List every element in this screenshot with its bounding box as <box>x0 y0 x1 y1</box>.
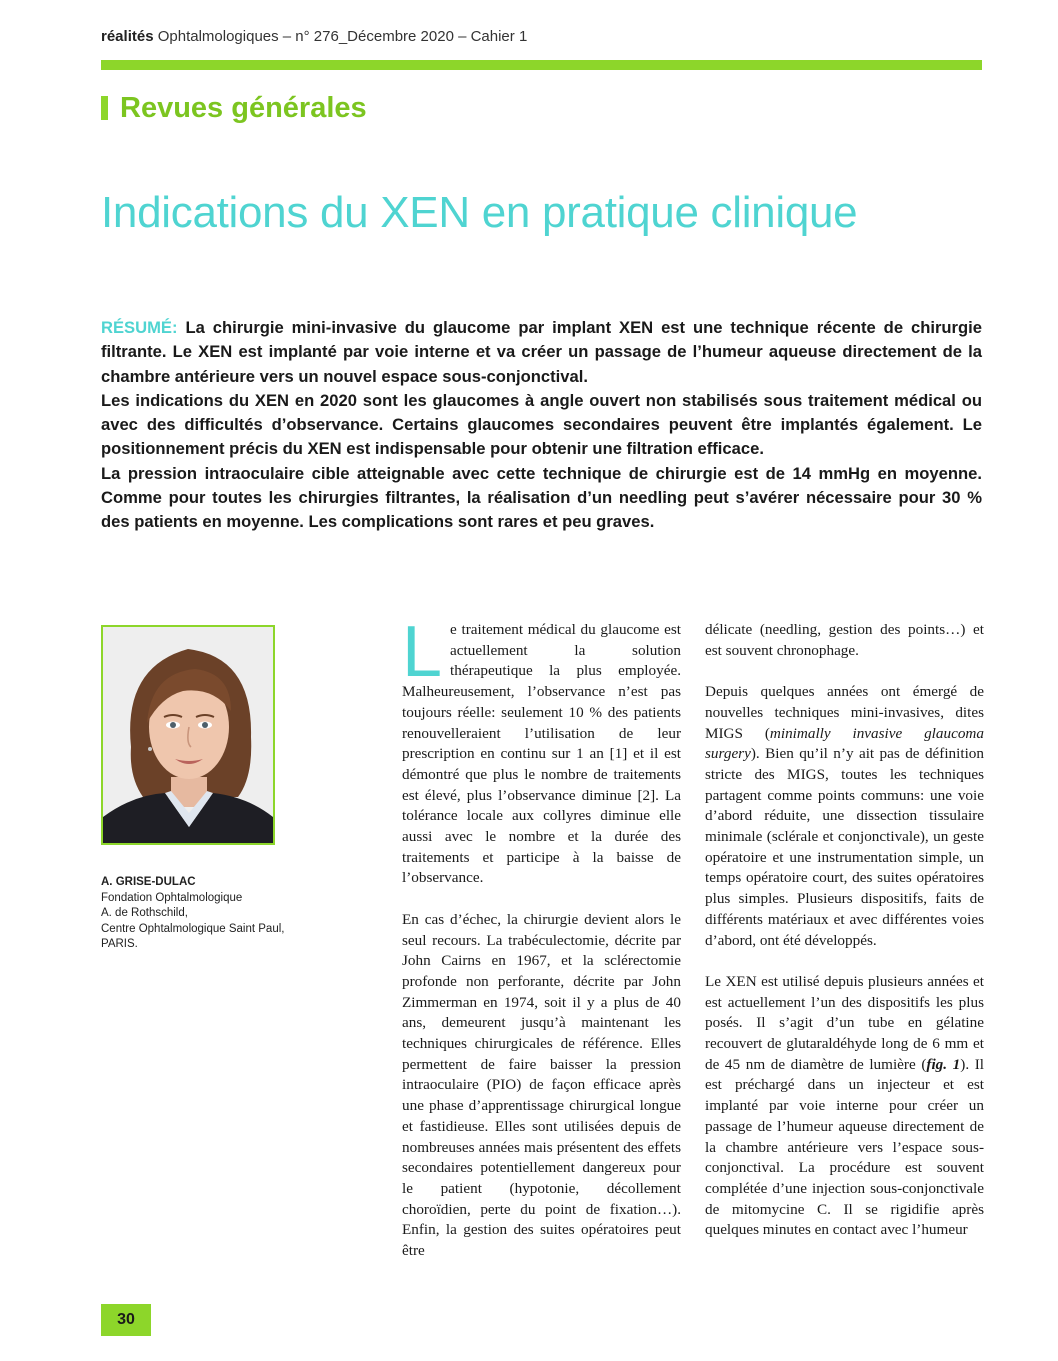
author-affiliation-1: Fondation Ophtalmologique <box>101 891 243 904</box>
abstract-paragraph-1 <box>101 316 982 389</box>
drop-cap: L <box>402 612 443 692</box>
col2-text-2a: Depuis quelques années ont émergé de nouvelles techniques mini-invasives, dites MIGS ( <box>705 683 984 742</box>
col1-text-1: e traitement médical du glaucome est actuellement la solution thérapeutique la plus employée. Malheureusement, l’observance n’est pas toujours réelle: seulement 10 % des patients renouvelleraient l’utilisation de leur prescription en continu sur 1 an [1] et il est démontré que plus le nombre de traitements est élevé, plus l’observance diminue [2]. La tolérance locale aux collyres diminue elle aussi avec le nombre et la durée des traitements et participe à la baisse de l’observance. <box>402 621 681 887</box>
migs-definition: minimally invasive glaucoma surgery <box>705 724 984 763</box>
abstract <box>101 316 982 535</box>
col2-paragraph-3 <box>705 972 984 1241</box>
col2-text-3b: ). Il est préchargé dans un injecteur et est implanté par voie interne pour créer un passage de l’humeur aqueuse directement de la chambre antérieure vers l’espace sous-conjonctival. La procédure est souvent complétée d’une injection sous-conjonctivale de mitomycine C. Il se rigidifie après quelques minutes en contact avec l’humeur <box>705 1055 984 1239</box>
col2-paragraph-1: délicate (needling, gestion des points…) et est souvent chronophage. <box>705 621 984 659</box>
abstract-paragraph-2: Les indications du XEN en 2020 sont les glaucomes à angle ouvert non stabilisés sous traitement médical ou avec des difficultés d’observance. Certains glaucomes secondaires peuvent être implantés également. Le positionnement précis du XEN est indispensable pour obtenir une filtration efficace. <box>101 390 982 459</box>
author-photo <box>101 625 275 845</box>
col1-paragraph-1 <box>402 612 681 889</box>
author-affiliation-2: A. de Rothschild, <box>101 907 188 919</box>
author-affiliation-4: PARIS. <box>101 938 138 950</box>
header-rule <box>101 60 982 70</box>
author-block <box>101 875 284 953</box>
abstract-keyword: RÉSUMÉ: <box>101 318 186 337</box>
journal-brand: réalités <box>101 28 154 45</box>
col2-text-2b: ). Bien qu’il n’y ait pas de définition stricte des MIGS, toutes les techniques partagent comme points communs: une voie d’abord réduite, une dissection tissulaire minimale (sclérale et conjonctivale), un geste opératoire et une instrumentation simple, un temps opératoire court, des suites opératoires plus simples. Plusieurs dispositifs, faits de différents matériaux et avec différentes voies d’abord, ont été développés. <box>705 745 984 949</box>
section-label: Revues générales <box>120 91 367 124</box>
col2-paragraph-2 <box>705 682 984 951</box>
section-heading <box>101 90 367 126</box>
author-portrait-illustration <box>103 627 273 843</box>
col1-paragraph-2: En cas d’échec, la chirurgie devient alors le seul recours. La trabéculectomie, décrite par John Cairns en 1967, et la sclérectomie profonde non perforante, décrite par John Zimmerman en 1974, soit il y a plus de 40 ans, demeurent jusqu’à maintenant les techniques chirurgicales de référence. Elles permettent de faire baisser la pression intraoculaire (PIO) de façon efficace après une phase d’apprentissage chirurgical longue et fastidieuse. Elles sont utilisées depuis de nombreuses années mais présentent des effets secondaires potentiellement dangereux pour le patient (hypotonie, décollement choroïdien, perte du point de fixation…). Enfin, la gestion des suites opératoires peut être <box>402 910 681 1260</box>
abstract-paragraph-3: La pression intraoculaire cible atteignable avec cette technique de chirurgie est de 14 mmHg en moyenne. Comme pour toutes les chirurgies filtrantes, la réalisation d’un needling peut s’avérer nécessaire pour 30 % des patients en moyenne. Les complications sont rares et peu graves. <box>101 463 982 532</box>
figure-reference[interactable]: fig. 1 <box>926 1055 961 1073</box>
abstract-text-1: La chirurgie mini-invasive du glaucome par implant XEN est une technique récente de chirurgie filtrante. Le XEN est implanté par voie interne et va créer un passage de l’humeur aqueuse directement de la chambre antérieure vers un nouvel espace sous-conjonctival. <box>101 318 982 386</box>
section-bar <box>101 96 108 120</box>
article-title: Indications du XEN en pratique clinique <box>101 188 858 237</box>
author-affiliation-3: Centre Ophtalmologique Saint Paul, <box>101 922 285 935</box>
running-header <box>101 28 527 45</box>
col2-text-3a: Le XEN est utilisé depuis plusieurs années et est actuellement l’un des dispositifs les plus posés. Il s’agit d’un tube en gélatine recouvert de glutaraldéhyde long de 6 mm et de 45 nm de diamètre de lumière ( <box>705 972 984 1073</box>
page-number: 30 <box>101 1304 151 1336</box>
journal-issue: Ophtalmologiques – n° 276_Décembre 2020 – Cahier 1 <box>153 28 528 45</box>
body-column-1 <box>402 612 681 1282</box>
body-column-2 <box>705 620 984 1262</box>
author-name: A. GRISE-DULAC <box>101 876 196 888</box>
